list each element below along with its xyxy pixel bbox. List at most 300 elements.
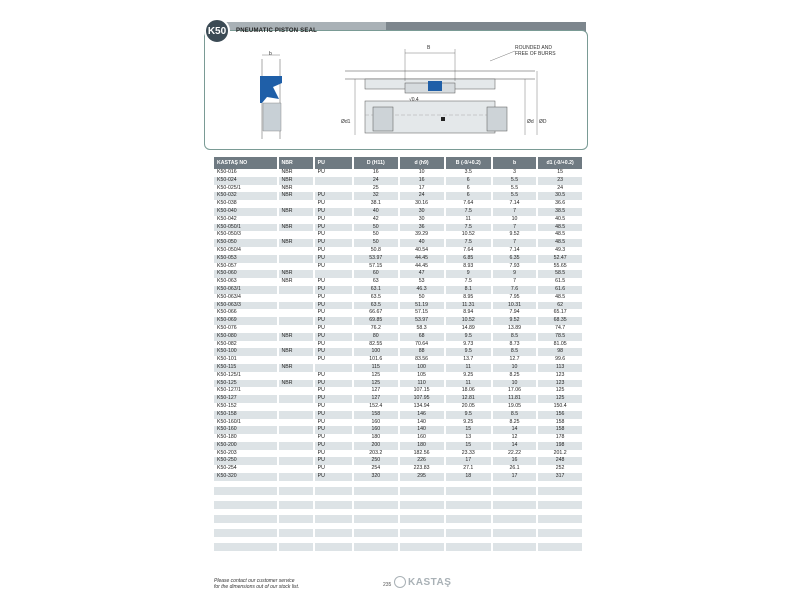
table-row: [214, 419, 583, 427]
table-cell: [278, 341, 314, 349]
table-cell: 66.67: [353, 309, 398, 317]
table-cell: [278, 403, 314, 411]
table-cell: 6.85: [445, 255, 492, 263]
table-cell: 38.5: [537, 208, 583, 216]
label-b: b: [269, 51, 272, 57]
table-row: [214, 317, 583, 325]
table-cell: K50-160: [214, 426, 278, 434]
col-d: d (h9): [399, 157, 445, 169]
table-cell: 180: [399, 442, 445, 450]
table-cell: [278, 317, 314, 325]
label-note-2: FREE OF BURRS: [515, 51, 556, 57]
empty-cell: [445, 543, 492, 551]
table-cell: 44.45: [399, 255, 445, 263]
table-row: [214, 216, 583, 224]
table-cell: 158: [537, 426, 583, 434]
table-cell: 82.55: [353, 341, 398, 349]
table-cell: 14: [492, 442, 537, 450]
table-cell: 61.6: [537, 286, 583, 294]
table-cell: [278, 216, 314, 224]
table-cell: 57.15: [399, 309, 445, 317]
table-cell: [314, 177, 353, 185]
table-cell: 11: [445, 364, 492, 372]
table-row: [214, 231, 583, 239]
table-cell: 47: [399, 270, 445, 278]
label-d1: Ød1: [341, 119, 351, 125]
table-cell: 7.94: [492, 309, 537, 317]
table-cell: 10: [492, 380, 537, 388]
table-cell: K50-320: [214, 473, 278, 481]
table-cell: 9.73: [445, 341, 492, 349]
table-cell: [278, 231, 314, 239]
table-cell: [278, 372, 314, 380]
table-cell: 63.5: [353, 302, 398, 310]
table-cell: 146: [399, 411, 445, 419]
table-cell: PU: [314, 403, 353, 411]
table-cell: K50-254: [214, 465, 278, 473]
table-cell: 7.64: [445, 247, 492, 255]
empty-cell: [214, 515, 278, 523]
table-cell: 30.5: [537, 192, 583, 200]
table-cell: K50-063/3: [214, 302, 278, 310]
table-row: [214, 239, 583, 247]
table-cell: 13: [445, 434, 492, 442]
table-cell: NBR: [278, 208, 314, 216]
table-cell: 15: [537, 169, 583, 177]
table-cell: 140: [399, 419, 445, 427]
table-row: [214, 177, 583, 185]
kastas-logo: [394, 576, 451, 588]
table-cell: K50-050: [214, 239, 278, 247]
table-cell: [278, 302, 314, 310]
table-header-row: [214, 157, 583, 169]
empty-cell: [492, 487, 537, 495]
table-row: [214, 457, 583, 465]
table-row: [214, 294, 583, 302]
table-cell: PU: [314, 192, 353, 200]
table-cell: 20.05: [445, 403, 492, 411]
table-cell: 100: [353, 348, 398, 356]
table-row: [214, 278, 583, 286]
table-cell: 8.73: [492, 341, 537, 349]
table-row: [214, 263, 583, 271]
table-cell: 156: [537, 411, 583, 419]
empty-cell: [314, 529, 353, 537]
table-row: [214, 426, 583, 434]
table-cell: [278, 294, 314, 302]
empty-cell: [314, 515, 353, 523]
table-cell: 24: [399, 192, 445, 200]
empty-cell: [537, 515, 583, 523]
table-cell: 107.15: [399, 387, 445, 395]
table-cell: 70.64: [399, 341, 445, 349]
empty-cell: [214, 529, 278, 537]
table-cell: 39.29: [399, 231, 445, 239]
table-cell: K50-069: [214, 317, 278, 325]
table-cell: NBR: [278, 270, 314, 278]
table-cell: 140: [399, 426, 445, 434]
page-number: 235: [383, 582, 392, 588]
table-row: [214, 380, 583, 388]
table-cell: 24: [353, 177, 398, 185]
table-cell: K50-180: [214, 434, 278, 442]
table-cell: 51.19: [399, 302, 445, 310]
table-cell: PU: [314, 426, 353, 434]
table-cell: NBR: [278, 278, 314, 286]
table-cell: 7: [492, 224, 537, 232]
table-cell: 9.52: [492, 231, 537, 239]
table-cell: K50-076: [214, 325, 278, 333]
table-cell: 7.64: [445, 200, 492, 208]
table-cell: 48.5: [537, 239, 583, 247]
table-cell: 12.7: [492, 356, 537, 364]
table-cell: 30.16: [399, 200, 445, 208]
table-cell: 40.54: [399, 247, 445, 255]
empty-cell: [537, 529, 583, 537]
table-cell: 36.6: [537, 200, 583, 208]
page-title: PNEUMATIC PISTON SEAL: [236, 28, 317, 34]
table-cell: 40: [399, 239, 445, 247]
table-cell: PU: [314, 263, 353, 271]
table-cell: [278, 450, 314, 458]
table-cell: [314, 364, 353, 372]
table-cell: 11: [445, 216, 492, 224]
table-cell: 123: [537, 372, 583, 380]
table-cell: 63.5: [353, 294, 398, 302]
table-cell: 7.5: [445, 208, 492, 216]
table-cell: 50: [353, 231, 398, 239]
table-cell: 295: [399, 473, 445, 481]
table-cell: PU: [314, 356, 353, 364]
table-cell: 42: [353, 216, 398, 224]
table-cell: K50-125/1: [214, 372, 278, 380]
table-cell: 55.65: [537, 263, 583, 271]
table-cell: [278, 255, 314, 263]
table-cell: PU: [314, 372, 353, 380]
table-cell: K50-057: [214, 263, 278, 271]
table-cell: 7.14: [492, 247, 537, 255]
table-cell: NBR: [278, 364, 314, 372]
table-row: [214, 348, 583, 356]
table-cell: K50-050/3: [214, 231, 278, 239]
seal-profile: [260, 55, 282, 139]
table-row: [214, 302, 583, 310]
table-cell: 99.6: [537, 356, 583, 364]
table-row: [214, 333, 583, 341]
table-cell: 15: [445, 426, 492, 434]
table-row: [214, 286, 583, 294]
empty-cell: [445, 529, 492, 537]
table-cell: PU: [314, 231, 353, 239]
table-cell: PU: [314, 419, 353, 427]
logo-circle-icon: [394, 576, 406, 588]
table-cell: 252: [537, 465, 583, 473]
table-cell: 223.83: [399, 465, 445, 473]
table-cell: [278, 247, 314, 255]
table-cell: 88: [399, 348, 445, 356]
table-cell: 17.06: [492, 387, 537, 395]
col-kastas-no: KASTAŞ NO: [214, 157, 278, 169]
table-cell: PU: [314, 442, 353, 450]
table-cell: 23.33: [445, 450, 492, 458]
table-cell: K50-063/4: [214, 294, 278, 302]
table-cell: 68: [399, 333, 445, 341]
table-cell: [278, 356, 314, 364]
empty-cell: [399, 543, 445, 551]
table-cell: 16: [399, 177, 445, 185]
table-cell: 200: [353, 442, 398, 450]
table-cell: 50.8: [353, 247, 398, 255]
table-cell: 36: [399, 224, 445, 232]
empty-cell: [214, 501, 278, 509]
empty-cell: [492, 543, 537, 551]
table-cell: 11.81: [492, 395, 537, 403]
col-nbr: NBR: [278, 157, 314, 169]
empty-cell: [314, 501, 353, 509]
table-cell: 9.5: [445, 411, 492, 419]
table-cell: 7.93: [492, 263, 537, 271]
table-cell: 8.5: [492, 411, 537, 419]
table-cell: K50-125: [214, 380, 278, 388]
table-cell: 69.85: [353, 317, 398, 325]
table-cell: K50-042: [214, 216, 278, 224]
table-cell: 7.5: [445, 278, 492, 286]
table-cell: [278, 263, 314, 271]
empty-cell: [445, 515, 492, 523]
table-cell: K50-127: [214, 395, 278, 403]
empty-cell: [278, 543, 314, 551]
table-cell: K50-160/1: [214, 419, 278, 427]
table-cell: K50-100: [214, 348, 278, 356]
table-row: [214, 224, 583, 232]
table-cell: 7.6: [492, 286, 537, 294]
table-cell: 6: [445, 192, 492, 200]
table-cell: 134.94: [399, 403, 445, 411]
label-d: Ød: [527, 119, 534, 125]
table-cell: 80: [353, 333, 398, 341]
table-cell: 7: [492, 239, 537, 247]
table-cell: PU: [314, 208, 353, 216]
table-cell: 17: [399, 185, 445, 193]
table-cell: 10: [399, 169, 445, 177]
table-cell: K50-200: [214, 442, 278, 450]
empty-cell: [399, 529, 445, 537]
table-cell: K50-016: [214, 169, 278, 177]
table-row: [214, 270, 583, 278]
table-cell: 10.52: [445, 317, 492, 325]
table-cell: 125: [537, 395, 583, 403]
table-cell: PU: [314, 387, 353, 395]
table-cell: 27.1: [445, 465, 492, 473]
label-B: B: [427, 45, 431, 51]
table-row: [214, 309, 583, 317]
table-cell: K50-250: [214, 457, 278, 465]
table-cell: 57.15: [353, 263, 398, 271]
table-cell: 123: [537, 380, 583, 388]
table-cell: 160: [353, 419, 398, 427]
table-cell: K50-152: [214, 403, 278, 411]
table-cell: K50-032: [214, 192, 278, 200]
table-cell: 63: [353, 278, 398, 286]
table-cell: 16: [492, 457, 537, 465]
table-row: [214, 387, 583, 395]
table-row: [214, 255, 583, 263]
table-cell: 58.3: [399, 325, 445, 333]
table-cell: PU: [314, 278, 353, 286]
table-cell: 49.3: [537, 247, 583, 255]
table-cell: 22.22: [492, 450, 537, 458]
table-cell: 110: [399, 380, 445, 388]
table-cell: [278, 286, 314, 294]
table-cell: 7.14: [492, 200, 537, 208]
empty-cell: [445, 501, 492, 509]
col-d1: d1 (-0/+0.2): [537, 157, 583, 169]
table-cell: 68.35: [537, 317, 583, 325]
table-cell: PU: [314, 473, 353, 481]
table-cell: 9.5: [445, 348, 492, 356]
label-note-1: ROUNDED AND: [515, 45, 552, 51]
empty-cell: [399, 515, 445, 523]
table-row: [214, 434, 583, 442]
footer-note-line-1: Please contact our customer service: [214, 578, 295, 584]
table-cell: K50-080: [214, 333, 278, 341]
table-cell: 60: [353, 270, 398, 278]
table-cell: K50-127/1: [214, 387, 278, 395]
table-cell: 13.89: [492, 325, 537, 333]
table-cell: 26.1: [492, 465, 537, 473]
table-cell: 13.7: [445, 356, 492, 364]
table-cell: K50-203: [214, 450, 278, 458]
table-row: [214, 356, 583, 364]
table-cell: K50-024: [214, 177, 278, 185]
table-cell: [278, 419, 314, 427]
table-cell: 16: [353, 169, 398, 177]
table-row: [214, 372, 583, 380]
table-cell: 160: [353, 426, 398, 434]
empty-cell: [314, 543, 353, 551]
table-cell: 53.97: [353, 255, 398, 263]
table-row: [214, 364, 583, 372]
table-cell: 38.1: [353, 200, 398, 208]
table-cell: 32: [353, 192, 398, 200]
table-cell: 62: [537, 302, 583, 310]
table-cell: 8.94: [445, 309, 492, 317]
table-cell: [278, 442, 314, 450]
empty-cell: [278, 487, 314, 495]
table-cell: PU: [314, 317, 353, 325]
table-cell: K50-063: [214, 278, 278, 286]
table-cell: 53: [399, 278, 445, 286]
empty-cell: [399, 487, 445, 495]
table-cell: 61.5: [537, 278, 583, 286]
table-cell: 50: [353, 239, 398, 247]
table-cell: 107.95: [399, 395, 445, 403]
table-cell: K50-025/1: [214, 185, 278, 193]
col-b: b: [492, 157, 537, 169]
table-cell: 30: [399, 208, 445, 216]
table-cell: 127: [353, 387, 398, 395]
table-cell: 65.17: [537, 309, 583, 317]
table-cell: 44.45: [399, 263, 445, 271]
table-cell: 78.5: [537, 333, 583, 341]
table-cell: PU: [314, 286, 353, 294]
table-cell: 125: [353, 372, 398, 380]
table-cell: 158: [537, 419, 583, 427]
table-row: [214, 450, 583, 458]
table-cell: 3.5: [445, 169, 492, 177]
table-cell: 18: [445, 473, 492, 481]
table-cell: PU: [314, 200, 353, 208]
table-cell: 76.2: [353, 325, 398, 333]
table-cell: 150.4: [537, 403, 583, 411]
table-cell: 158: [353, 411, 398, 419]
table-cell: 254: [353, 465, 398, 473]
empty-cell: [214, 543, 278, 551]
table-cell: 113: [537, 364, 583, 372]
empty-cell: [353, 543, 398, 551]
table-cell: [278, 473, 314, 481]
table-row: [214, 395, 583, 403]
table-row: [214, 325, 583, 333]
table-cell: 63.1: [353, 286, 398, 294]
table-cell: 30: [399, 216, 445, 224]
table-cell: 53.97: [399, 317, 445, 325]
table-cell: K50-158: [214, 411, 278, 419]
table-cell: 40: [353, 208, 398, 216]
table-cell: 226: [399, 457, 445, 465]
table-cell: 198: [537, 442, 583, 450]
table-cell: 11.31: [445, 302, 492, 310]
table-cell: 8.25: [492, 419, 537, 427]
table-cell: 152.4: [353, 403, 398, 411]
table-cell: PU: [314, 302, 353, 310]
table-cell: PU: [314, 395, 353, 403]
table-cell: 7.5: [445, 224, 492, 232]
empty-cell: [214, 487, 278, 495]
table-cell: NBR: [278, 169, 314, 177]
empty-row: [214, 529, 583, 537]
table-row: [214, 403, 583, 411]
empty-cell: [445, 487, 492, 495]
table-cell: 48.5: [537, 231, 583, 239]
table-cell: K50-038: [214, 200, 278, 208]
table-cell: 48.5: [537, 294, 583, 302]
table-cell: 15: [445, 442, 492, 450]
table-cell: 10.52: [445, 231, 492, 239]
empty-cell: [353, 529, 398, 537]
table-cell: [278, 395, 314, 403]
table-row: [214, 465, 583, 473]
table-cell: NBR: [278, 192, 314, 200]
empty-row: [214, 515, 583, 523]
table-cell: 180: [353, 434, 398, 442]
table-cell: 18.06: [445, 387, 492, 395]
table-cell: K50-053: [214, 255, 278, 263]
table-cell: 9.25: [445, 419, 492, 427]
table-cell: NBR: [278, 348, 314, 356]
table-cell: PU: [314, 457, 353, 465]
table-cell: PU: [314, 434, 353, 442]
empty-cell: [278, 501, 314, 509]
seal-table: [214, 157, 584, 551]
assembly-drawing: [345, 49, 537, 135]
table-cell: 74.7: [537, 325, 583, 333]
table-cell: NBR: [278, 177, 314, 185]
table-cell: PU: [314, 341, 353, 349]
table-cell: K50-060: [214, 270, 278, 278]
empty-cell: [353, 515, 398, 523]
label-roughness: √0.4: [409, 97, 419, 103]
